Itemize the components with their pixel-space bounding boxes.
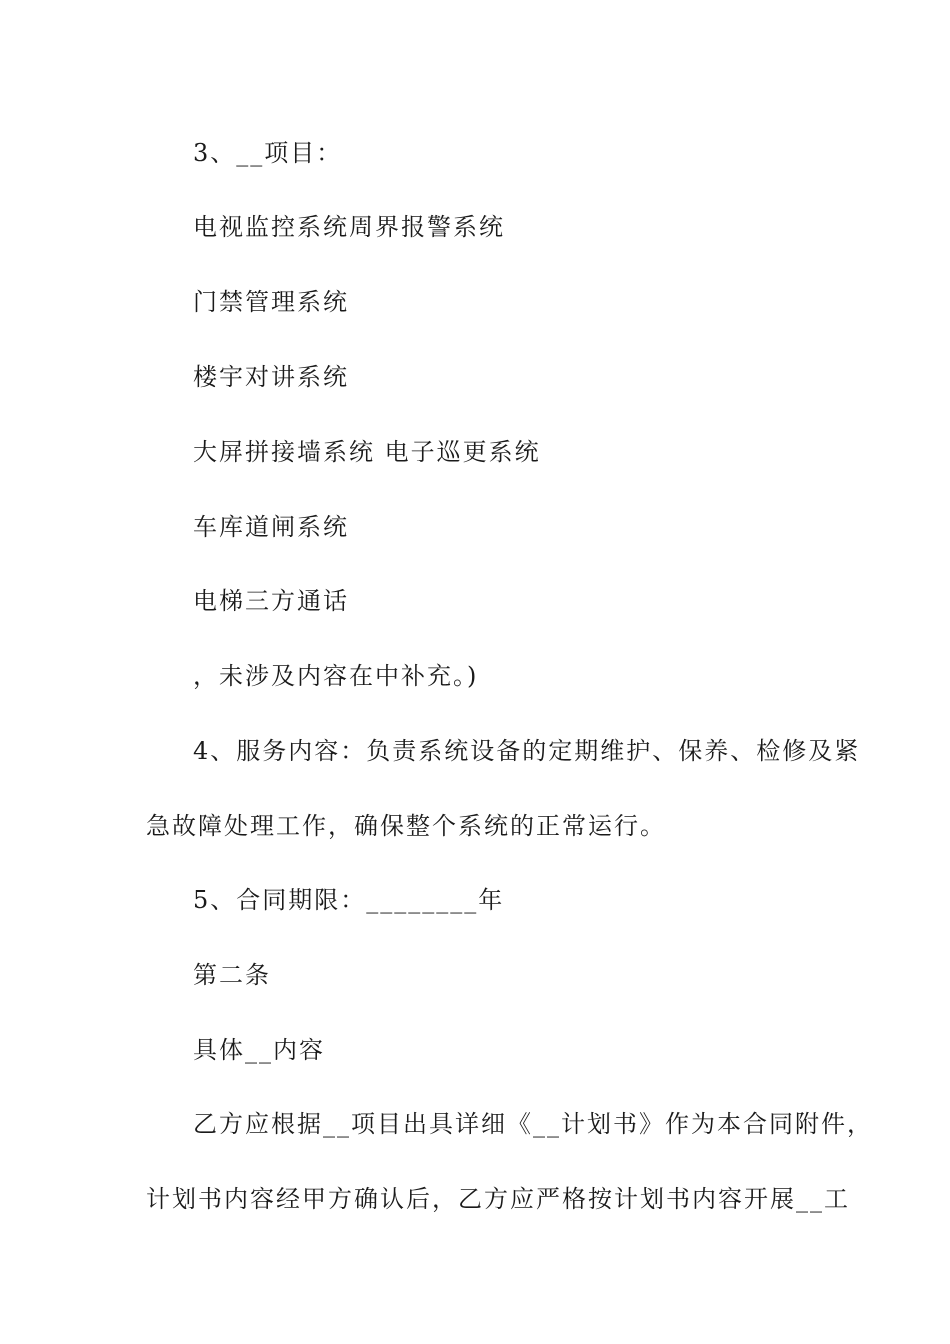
- system-list-line-3: 楼宇对讲系统: [193, 363, 349, 391]
- system-list-line-5: 车库道闸系统: [193, 513, 349, 541]
- plan-paragraph-line-2: 计划书内容经甲方确认后，乙方应严格按计划书内容开展__工: [146, 1185, 850, 1213]
- system-list-line-2: 门禁管理系统: [193, 288, 349, 316]
- system-list-line-6: 电梯三方通话: [193, 587, 349, 615]
- system-list-line-4: 大屏拼接墙系统 电子巡更系统: [193, 438, 541, 466]
- specific-content-heading: 具体__内容: [193, 1036, 325, 1064]
- system-list-line-1: 电视监控系统周界报警系统: [193, 213, 505, 241]
- item-3-heading: 3、__项目：: [193, 139, 343, 167]
- plan-paragraph-line-1: 乙方应根据__项目出具详细《__计划书》作为本合同附件，: [193, 1110, 873, 1138]
- article-two-heading: 第二条: [193, 961, 271, 989]
- contract-term: 5、合同期限：________年: [193, 886, 505, 914]
- service-content-line-2: 急故障处理工作，确保整个系统的正常运行。: [146, 812, 666, 840]
- service-content-line-1: 4、服务内容：负责系统设备的定期维护、保养、检修及紧: [193, 737, 861, 765]
- supplement-note: ，未涉及内容在中补充。): [193, 662, 479, 690]
